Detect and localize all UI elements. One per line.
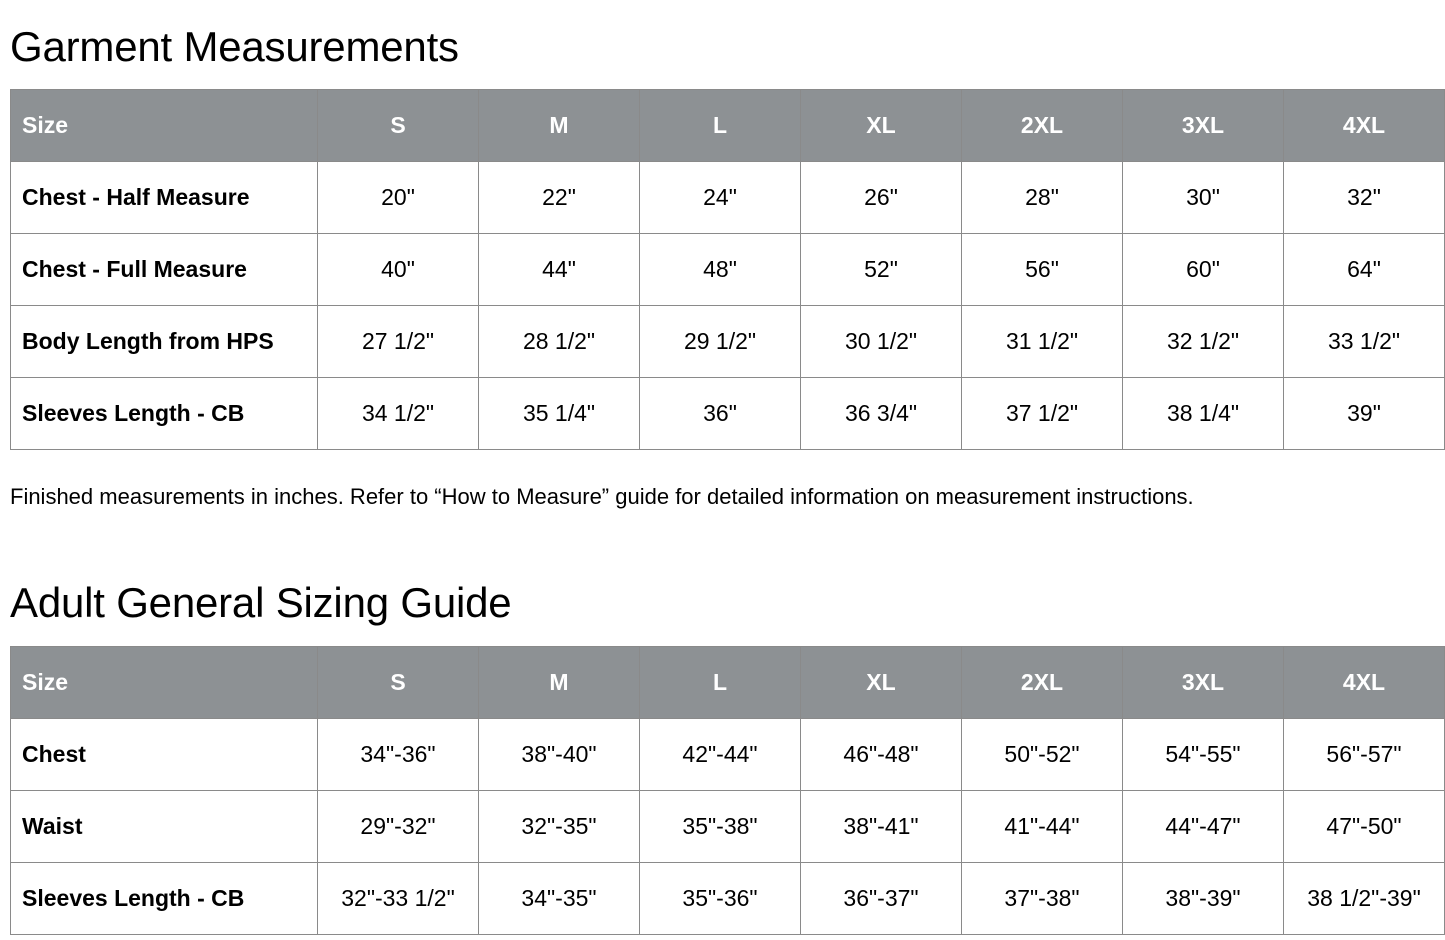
table-cell: 26": [801, 162, 962, 234]
table-cell: 47"-50": [1284, 791, 1445, 863]
adult-sizing-guide-title: Adult General Sizing Guide: [10, 579, 512, 626]
table-cell: 30": [1123, 162, 1284, 234]
table-cell: 36"-37": [801, 863, 962, 935]
table-cell: 28 1/2": [479, 306, 640, 378]
table-cell: 29"-32": [318, 791, 479, 863]
table-cell: 52": [801, 234, 962, 306]
table-cell: 31 1/2": [962, 306, 1123, 378]
table-cell: 50"-52": [962, 719, 1123, 791]
table-cell: 35 1/4": [479, 378, 640, 450]
table-cell: 38 1/4": [1123, 378, 1284, 450]
table-cell: 41"-44": [962, 791, 1123, 863]
table-row: [11, 162, 1445, 234]
table-cell: 24": [640, 162, 801, 234]
table-cell: 54"-55": [1123, 719, 1284, 791]
column-header-4xl: 4XL: [1284, 647, 1445, 719]
table-cell: 32"-35": [479, 791, 640, 863]
table-cell: 64": [1284, 234, 1445, 306]
table-cell: 38 1/2"-39": [1284, 863, 1445, 935]
adult-sizing-guide-table: [10, 646, 1445, 935]
table-cell: 34"-35": [479, 863, 640, 935]
table-cell: 40": [318, 234, 479, 306]
table-cell: 33 1/2": [1284, 306, 1445, 378]
row-label: Chest - Half Measure: [11, 162, 318, 234]
table-cell: 32 1/2": [1123, 306, 1284, 378]
column-header-xl: XL: [801, 647, 962, 719]
row-label: Sleeves Length - CB: [11, 863, 318, 935]
table-cell: 29 1/2": [640, 306, 801, 378]
table-cell: 46"-48": [801, 719, 962, 791]
row-label: Chest - Full Measure: [11, 234, 318, 306]
table-cell: 37 1/2": [962, 378, 1123, 450]
table-cell: 56"-57": [1284, 719, 1445, 791]
table-cell: 28": [962, 162, 1123, 234]
column-header-l: L: [640, 647, 801, 719]
table-cell: 34 1/2": [318, 378, 479, 450]
column-header-m: M: [479, 647, 640, 719]
column-header-xl: XL: [801, 90, 962, 162]
column-header-size: Size: [11, 90, 318, 162]
table-cell: 36 3/4": [801, 378, 962, 450]
table-cell: 38"-41": [801, 791, 962, 863]
table-header-row: [11, 90, 1445, 162]
table-cell: 37"-38": [962, 863, 1123, 935]
table-cell: 44"-47": [1123, 791, 1284, 863]
table-row: [11, 863, 1445, 935]
table-cell: 34"-36": [318, 719, 479, 791]
table-cell: 35"-38": [640, 791, 801, 863]
table-cell: 36": [640, 378, 801, 450]
column-header-2xl: 2XL: [962, 647, 1123, 719]
table-cell: 27 1/2": [318, 306, 479, 378]
table-cell: 60": [1123, 234, 1284, 306]
column-header-m: M: [479, 90, 640, 162]
column-header-l: L: [640, 90, 801, 162]
garment-measurements-table: [10, 89, 1445, 450]
column-header-s: S: [318, 90, 479, 162]
table-cell: 39": [1284, 378, 1445, 450]
column-header-s: S: [318, 647, 479, 719]
table-cell: 56": [962, 234, 1123, 306]
row-label: Chest: [11, 719, 318, 791]
column-header-3xl: 3XL: [1123, 90, 1284, 162]
table-cell: 38"-39": [1123, 863, 1284, 935]
table-cell: 44": [479, 234, 640, 306]
table-cell: 48": [640, 234, 801, 306]
table-row: [11, 791, 1445, 863]
row-label: Waist: [11, 791, 318, 863]
table-cell: 42"-44": [640, 719, 801, 791]
table-cell: 32"-33 1/2": [318, 863, 479, 935]
table-cell: 20": [318, 162, 479, 234]
table-row: [11, 234, 1445, 306]
row-label: Body Length from HPS: [11, 306, 318, 378]
measurement-note: Finished measurements in inches. Refer to “How to Measure” guide for detailed information on measurement instructions.: [10, 484, 1194, 509]
table-header-row: [11, 647, 1445, 719]
table-row: [11, 719, 1445, 791]
table-row: [11, 306, 1445, 378]
row-label: Sleeves Length - CB: [11, 378, 318, 450]
table-cell: 30 1/2": [801, 306, 962, 378]
table-row: [11, 378, 1445, 450]
column-header-4xl: 4XL: [1284, 90, 1445, 162]
table-cell: 22": [479, 162, 640, 234]
column-header-2xl: 2XL: [962, 90, 1123, 162]
garment-measurements-title: Garment Measurements: [10, 23, 459, 70]
table-cell: 38"-40": [479, 719, 640, 791]
table-cell: 32": [1284, 162, 1445, 234]
table-cell: 35"-36": [640, 863, 801, 935]
column-header-3xl: 3XL: [1123, 647, 1284, 719]
column-header-size: Size: [11, 647, 318, 719]
